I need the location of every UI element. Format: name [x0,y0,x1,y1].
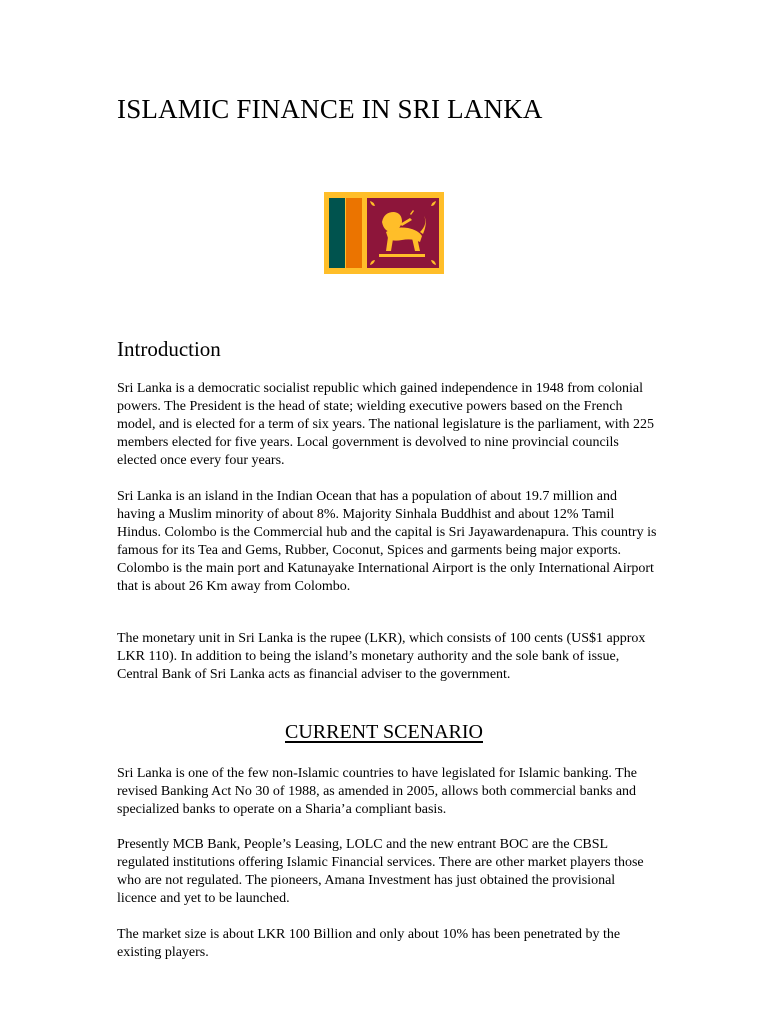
scenario-paragraph-3: The market size is about LKR 100 Billion and only about 10% has been penetrated by the existing players. [117,927,621,960]
introduction-paragraph-2: Sri Lanka is an island in the Indian Ocean that has a population of about 19.7 million and having a Muslim minority of about 8%. Majority Sinhala Buddhist and about 12% Tamil Hindus. Colombo is the Commercial hub and the capital is Sri Jayawardenapura. This country is famous for its Tea and Gems, Rubber, Coconut, Spices and garments being major exports. Colombo is the main port and Katunayake International Airport is the only International Airport that is about 26 Km away from Colombo. [117,489,657,594]
scenario-paragraph-2: Presently MCB Bank, People’s Leasing, LOLC and the new entrant BOC are the CBSL regulated institutions offering Islamic Financial services. There are other market players those who are not regulated. The pioneers, Amana Investment has just obtained the provisional licence and yet to be launched. [117,837,644,906]
introduction-heading: Introduction [117,337,221,361]
document-title: ISLAMIC FINANCE IN SRI LANKA [117,94,543,124]
current-scenario-heading-text: CURRENT SCENARIO [285,721,483,743]
current-scenario-heading [0,721,768,744]
introduction-paragraph-1: Sri Lanka is a democratic socialist republic which gained independence in 1948 from colonial powers. The President is the head of state; wielding executive powers based on the French model, and is elected for a term of six years. The national legislature is the parliament, with 225 members elected for five years. Local government is devolved to nine provincial councils elected once every four years. [117,381,655,468]
scenario-paragraph-1: Sri Lanka is one of the few non-Islamic countries to have legislated for Islamic banking. The revised Banking Act No 30 of 1988, as amended in 2005, allows both commercial banks and specialized banks to operate on a Sharia’a compliant basis. [117,766,637,817]
flag-green-stripe [329,198,345,268]
sri-lanka-flag-image [324,192,444,274]
lion-base [379,254,425,257]
flag-orange-stripe [346,198,362,268]
introduction-paragraph-3: The monetary unit in Sri Lanka is the rupee (LKR), which consists of 100 cents (US$1 approx LKR 110). In addition to being the island’s monetary authority and the sole bank of issue, Central Bank of Sri Lanka acts as financial adviser to the government. [117,631,646,682]
